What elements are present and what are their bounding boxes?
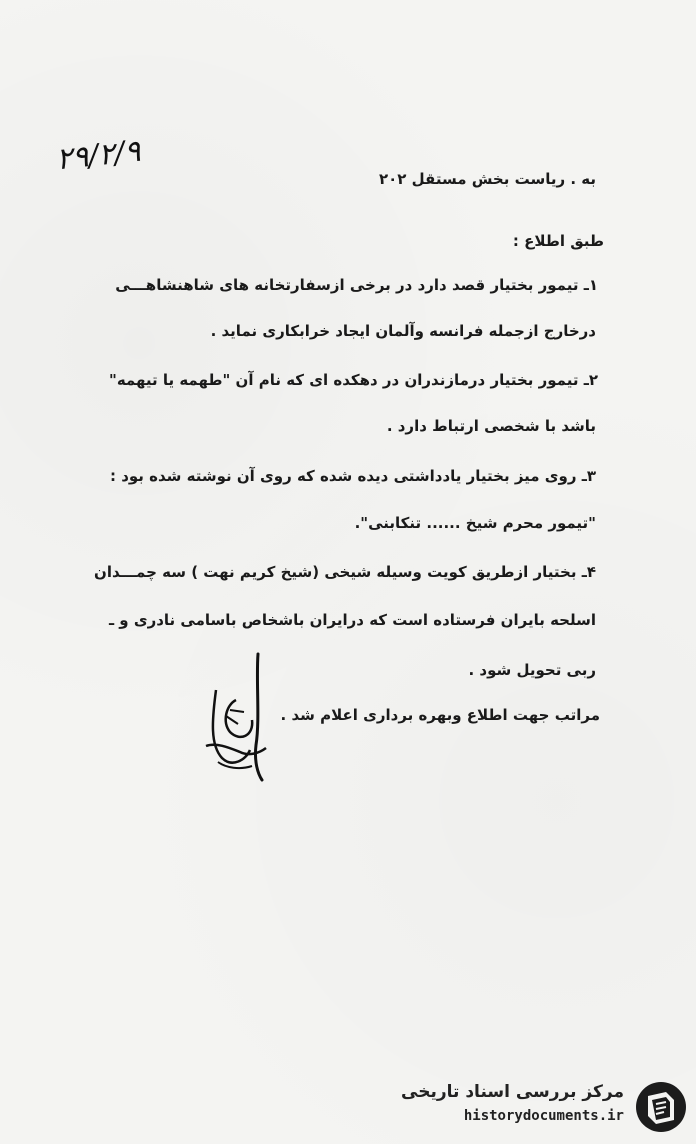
item-2-line-1: ۲ـ تیمور بختیار درمازندران در دهکده ای که نام آن "طهمه یا تیهمه" [109, 371, 598, 389]
item-3-line-1: ۳ـ روی میز بختیار یادداشتی دیده شده که روی آن نوشته شده بود : [109, 467, 596, 485]
item-3-line-2: "تیمور محرم شیخ ...... تنکابنی". [354, 514, 596, 532]
item-1-line-1: ۱ـ تیمور بختیار قصد دارد در برخی ازسفارتخانه های شاهنشاهـــی [115, 276, 598, 294]
archive-title: مرکز بررسی اسناد تاریخی [401, 1082, 624, 1102]
item-2-line-2: باشد با شخصی ارتباط دارد . [386, 417, 596, 435]
item-1-line-2: درخارج ازجمله فرانسه وآلمان ایجاد خرابکاری نماید . [210, 322, 596, 340]
item-4-line-3: ربی تحویل شود . [468, 661, 596, 679]
addressee-line: به . ریاست بخش مستقل ۲۰۲ [378, 170, 596, 188]
archive-url: historydocuments.ir [463, 1108, 624, 1124]
archive-watermark [398, 1078, 688, 1134]
handwritten-signature-icon [196, 650, 276, 785]
intro-heading: طبق اطلاع : [512, 232, 604, 250]
closing-line: مراتب جهت اطلاع وبهره برداری اعلام شد . [280, 706, 600, 724]
item-4-line-1: ۴ـ بختیار ازطریق کویت وسیله شیخی (شیخ کریم نهت ) سه چمـــدان [94, 563, 596, 581]
item-4-line-2: اسلحه بایران فرستاده است که درایران باشخاص باسامی نادری و ـ [108, 611, 596, 629]
archive-logo-icon [634, 1080, 688, 1134]
handwritten-date: ۲۹/۲/۹ [54, 133, 143, 178]
